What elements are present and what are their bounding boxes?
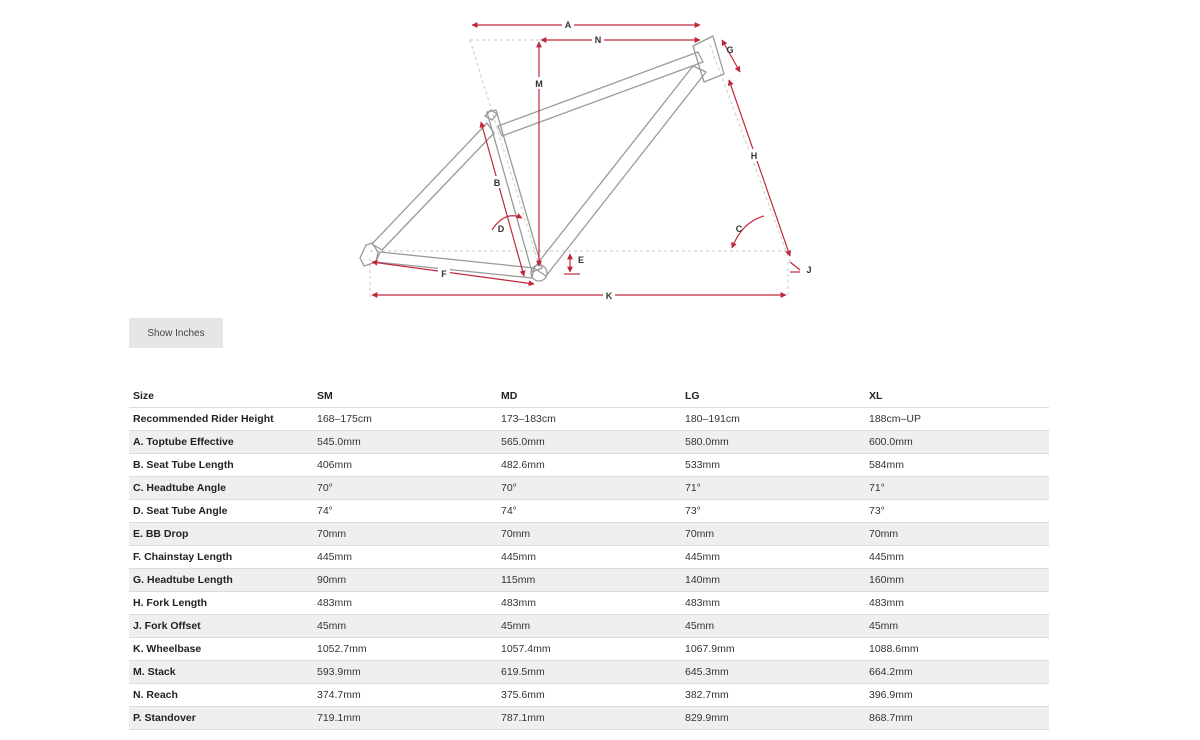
- table-row: [129, 408, 1049, 431]
- table-row: [129, 638, 1049, 661]
- table-row: [129, 454, 1049, 477]
- top-tube: [498, 52, 703, 136]
- row-label: J. Fork Offset: [129, 615, 313, 638]
- dim-label-n: N: [594, 35, 602, 45]
- row-label: B. Seat Tube Length: [129, 454, 313, 477]
- cell-value: 90mm: [313, 569, 497, 592]
- cell-value: 483mm: [681, 592, 865, 615]
- dim-line-j: [790, 262, 800, 270]
- cell-value: 188cm–UP: [865, 408, 1049, 431]
- cell-value: 445mm: [681, 546, 865, 569]
- cell-value: 584mm: [865, 454, 1049, 477]
- dim-label-f: F: [441, 269, 447, 279]
- dim-arc-d: [492, 216, 522, 230]
- cell-value: 115mm: [497, 569, 681, 592]
- cell-value: 445mm: [497, 546, 681, 569]
- cell-value: 45mm: [313, 615, 497, 638]
- dimension-labels: [438, 18, 812, 301]
- cell-value: 74°: [497, 500, 681, 523]
- table-row: [129, 684, 1049, 707]
- cell-value: 482.6mm: [497, 454, 681, 477]
- row-label: G. Headtube Length: [129, 569, 313, 592]
- cell-value: 70mm: [497, 523, 681, 546]
- cell-value: 483mm: [313, 592, 497, 615]
- table-row: [129, 569, 1049, 592]
- row-label: Recommended Rider Height: [129, 408, 313, 431]
- dimension-lines: [372, 25, 800, 295]
- cell-value: 1057.4mm: [497, 638, 681, 661]
- cell-value: 382.7mm: [681, 684, 865, 707]
- row-label: F. Chainstay Length: [129, 546, 313, 569]
- table-row: [129, 707, 1049, 730]
- cell-value: 565.0mm: [497, 431, 681, 454]
- row-label: D. Seat Tube Angle: [129, 500, 313, 523]
- header-size-sm: SM: [313, 384, 497, 408]
- frame-geometry-diagram: [0, 0, 1200, 310]
- cell-value: 580.0mm: [681, 431, 865, 454]
- cell-value: 593.9mm: [313, 661, 497, 684]
- cell-value: 70mm: [681, 523, 865, 546]
- cell-value: 664.2mm: [865, 661, 1049, 684]
- dim-label-m: M: [535, 79, 543, 89]
- show-inches-button[interactable]: Show Inches: [129, 318, 223, 348]
- header-size-label: Size: [129, 384, 313, 408]
- header-size-xl: XL: [865, 384, 1049, 408]
- cell-value: 645.3mm: [681, 661, 865, 684]
- cell-value: 74°: [313, 500, 497, 523]
- cell-value: 173–183cm: [497, 408, 681, 431]
- cell-value: 406mm: [313, 454, 497, 477]
- cell-value: 619.5mm: [497, 661, 681, 684]
- head-tube: [693, 36, 724, 82]
- cell-value: 1052.7mm: [313, 638, 497, 661]
- cell-value: 168–175cm: [313, 408, 497, 431]
- row-label: P. Standover: [129, 707, 313, 730]
- cell-value: 70°: [497, 477, 681, 500]
- cell-value: 73°: [865, 500, 1049, 523]
- cell-value: 719.1mm: [313, 707, 497, 730]
- table-row: [129, 661, 1049, 684]
- cell-value: 70mm: [313, 523, 497, 546]
- cell-value: 70°: [313, 477, 497, 500]
- row-label: C. Headtube Angle: [129, 477, 313, 500]
- cell-value: 445mm: [865, 546, 1049, 569]
- cell-value: 1067.9mm: [681, 638, 865, 661]
- seat-axis-guide-line: [470, 40, 540, 268]
- table-row: [129, 431, 1049, 454]
- table-row: [129, 546, 1049, 569]
- cell-value: 160mm: [865, 569, 1049, 592]
- cell-value: 45mm: [497, 615, 681, 638]
- table-row: [129, 615, 1049, 638]
- dim-label-g: G: [726, 45, 734, 55]
- header-size-md: MD: [497, 384, 681, 408]
- down-tube: [534, 66, 706, 276]
- row-label: N. Reach: [129, 684, 313, 707]
- dim-label-b: B: [493, 178, 501, 188]
- cell-value: 180–191cm: [681, 408, 865, 431]
- dim-label-h: H: [750, 151, 758, 161]
- cell-value: 483mm: [497, 592, 681, 615]
- table-row: [129, 477, 1049, 500]
- chain-stay: [376, 252, 534, 278]
- row-label: H. Fork Length: [129, 592, 313, 615]
- cell-value: 396.9mm: [865, 684, 1049, 707]
- cell-value: 45mm: [865, 615, 1049, 638]
- dim-label-d: D: [497, 224, 505, 234]
- cell-value: 600.0mm: [865, 431, 1049, 454]
- cell-value: 71°: [865, 477, 1049, 500]
- seat-stay: [372, 123, 494, 250]
- cell-value: 445mm: [313, 546, 497, 569]
- cell-value: 829.9mm: [681, 707, 865, 730]
- row-label: M. Stack: [129, 661, 313, 684]
- dim-label-a: A: [564, 20, 572, 30]
- cell-value: 545.0mm: [313, 431, 497, 454]
- cell-value: 71°: [681, 477, 865, 500]
- cell-value: 533mm: [681, 454, 865, 477]
- cell-value: 375.6mm: [497, 684, 681, 707]
- table-row: [129, 523, 1049, 546]
- dim-label-k: K: [605, 291, 613, 301]
- header-size-lg: LG: [681, 384, 865, 408]
- row-label: E. BB Drop: [129, 523, 313, 546]
- table-row: [129, 500, 1049, 523]
- bike-frame: [360, 36, 724, 281]
- table-header-row: [129, 384, 1049, 408]
- dim-label-c: C: [735, 224, 743, 234]
- cell-value: 374.7mm: [313, 684, 497, 707]
- row-label: K. Wheelbase: [129, 638, 313, 661]
- geometry-table: [129, 384, 1049, 730]
- cell-value: 787.1mm: [497, 707, 681, 730]
- cell-value: 868.7mm: [865, 707, 1049, 730]
- dim-label-j: J: [806, 265, 812, 275]
- cell-value: 140mm: [681, 569, 865, 592]
- dim-label-e: E: [577, 255, 585, 265]
- cell-value: 45mm: [681, 615, 865, 638]
- table-row: [129, 592, 1049, 615]
- row-label: A. Toptube Effective: [129, 431, 313, 454]
- cell-value: 1088.6mm: [865, 638, 1049, 661]
- cell-value: 483mm: [865, 592, 1049, 615]
- cell-value: 70mm: [865, 523, 1049, 546]
- cell-value: 73°: [681, 500, 865, 523]
